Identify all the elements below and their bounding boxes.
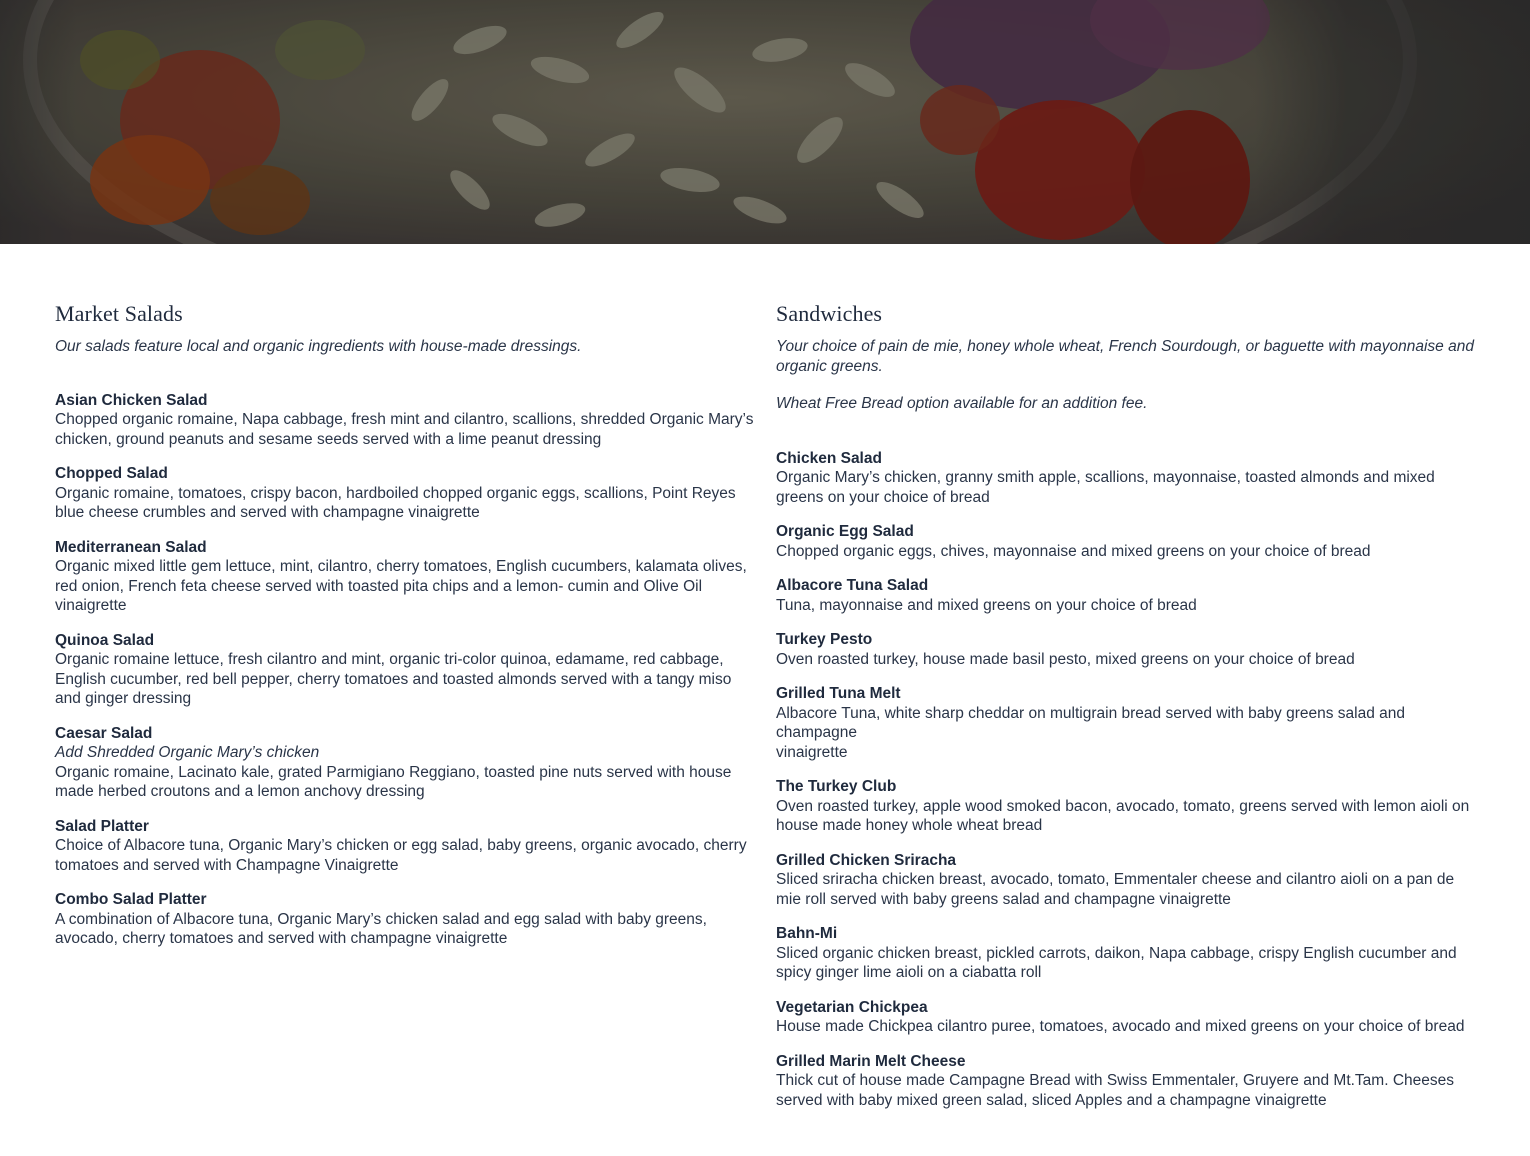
item-description: House made Chickpea cilantro puree, tomatoes, avocado and mixed greens on your choice of bread [776,1018,1465,1035]
menu-item [55,724,755,802]
salads-section [55,300,755,964]
item-description: Sliced sriracha chicken breast, avocado, tomato, Emmentaler cheese and cilantro aioli on a pan de mie roll served with baby greens salad and champagne vinaigrette [776,871,1455,908]
menu-item [776,449,1476,508]
menu-item [776,851,1476,910]
item-description-line: vinaigrette [776,743,848,761]
menu-item [776,684,1476,762]
sandwiches-list [776,449,1476,1111]
item-description: Organic romaine, Lacinato kale, grated Parmigiano Reggiano, toasted pine nuts served with house made herbed croutons and a lemon anchovy dressing [55,763,732,800]
item-name: Quinoa Salad [55,631,155,649]
sandwiches-section [776,300,1476,1125]
item-description-line: Albacore Tuna, white sharp cheddar on multigrain bread served with baby greens salad and champagne [776,704,1405,741]
item-name: Caesar Salad [55,724,153,742]
menu-item [55,391,755,450]
menu-item [55,538,755,616]
sandwiches-title: Sandwiches [776,301,883,326]
menu-item [776,777,1476,836]
item-name: Albacore Tuna Salad [776,577,929,594]
item-name: Chopped Salad [55,465,168,482]
sandwiches-intro-note: Wheat Free Bread option available for an addition fee. [776,395,1148,412]
item-description: Organic mixed little gem lettuce, mint, cilantro, cherry tomatoes, English cucumbers, kalamata olives, red onion, French feta cheese served with toasted pita chips and a lemon- cumin and Olive Oil vinaigrette [55,558,747,614]
menu-item [55,817,755,876]
item-name: Grilled Marin Melt Cheese [776,1052,966,1070]
item-name: Salad Platter [55,817,149,835]
salads-title: Market Salads [55,301,183,326]
item-name: Grilled Tuna Melt [776,685,901,702]
menu-item [55,890,755,949]
item-description: Chopped organic romaine, Napa cabbage, fresh mint and cilantro, scallions, shredded Organic Mary’s chicken, ground peanuts and sesame seeds served with a lime peanut dressing [55,411,754,448]
item-description: Oven roasted turkey, house made basil pesto, mixed greens on your choice of bread [776,650,1355,668]
item-description: Sliced organic chicken breast, pickled carrots, daikon, Napa cabbage, crispy English cucumber and spicy ginger lime aioli on a ciabatta roll [776,944,1457,981]
item-name: Grilled Chicken Sriracha [776,851,957,869]
menu-item [776,522,1476,561]
menu-item [55,631,755,709]
item-note: Add Shredded Organic Mary’s chicken [55,744,320,761]
item-name: Chicken Salad [776,449,882,467]
item-name: Asian Chicken Salad [55,391,208,409]
item-name: Mediterranean Salad [55,538,207,556]
item-description: Organic romaine, tomatoes, crispy bacon, hardboiled chopped organic eggs, scallions, Point Reyes blue cheese crumbles and served with champagne vinaigrette [55,484,736,521]
item-name: Turkey Pesto [776,631,873,648]
item-description: Tuna, mayonnaise and mixed greens on your choice of bread [776,596,1197,614]
menu-item [55,464,755,523]
item-name: Vegetarian Chickpea [776,998,928,1016]
item-description: Thick cut of house made Campagne Bread with Swiss Emmentaler, Gruyere and Mt.Tam. Cheeses served with baby mixed green salad, sliced Apples and a champagne vinaigrette [776,1072,1454,1109]
item-description: Choice of Albacore tuna, Organic Mary’s chicken or egg salad, baby greens, organic avocado, cherry tomatoes and served with Champagne Vinaigrette [55,837,747,874]
menu-item [776,576,1476,615]
salads-list [55,391,755,949]
menu-item [776,924,1476,983]
item-description: Organic Mary’s chicken, granny smith apple, scallions, mayonnaise, toasted almonds and mixed greens on your choice of bread [776,469,1435,506]
item-description: Organic romaine lettuce, fresh cilantro and mint, organic tri-color quinoa, edamame, red cabbage, English cucumber, red bell pepper, cherry tomatoes and toasted almonds served with a tangy miso and ginger dressing [55,651,732,707]
salads-intro: Our salads feature local and organic ingredients with house-made dressings. [55,338,582,355]
menu-item [776,998,1476,1037]
sandwiches-intro: Your choice of pain de mie, honey whole wheat, French Sourdough, or baguette with mayonnaise and organic greens. [776,338,1474,375]
item-description: Chopped organic eggs, chives, mayonnaise and mixed greens on your choice of bread [776,542,1371,560]
item-name: The Turkey Club [776,778,897,795]
item-name: Bahn-Mi [776,925,838,942]
salad-bowl-photo [0,0,1530,244]
item-description: A combination of Albacore tuna, Organic Mary’s chicken salad and egg salad with baby greens, avocado, cherry tomatoes and served with champagne vinaigrette [55,910,707,947]
menu-item [776,1052,1476,1111]
item-name: Combo Salad Platter [55,891,207,908]
item-description: Oven roasted turkey, apple wood smoked bacon, avocado, tomato, greens served with lemon aioli on house made honey whole wheat bread [776,797,1470,834]
menu-content [0,244,1530,1156]
menu-item [776,630,1476,669]
hero-banner [0,0,1530,244]
item-name: Organic Egg Salad [776,523,914,540]
